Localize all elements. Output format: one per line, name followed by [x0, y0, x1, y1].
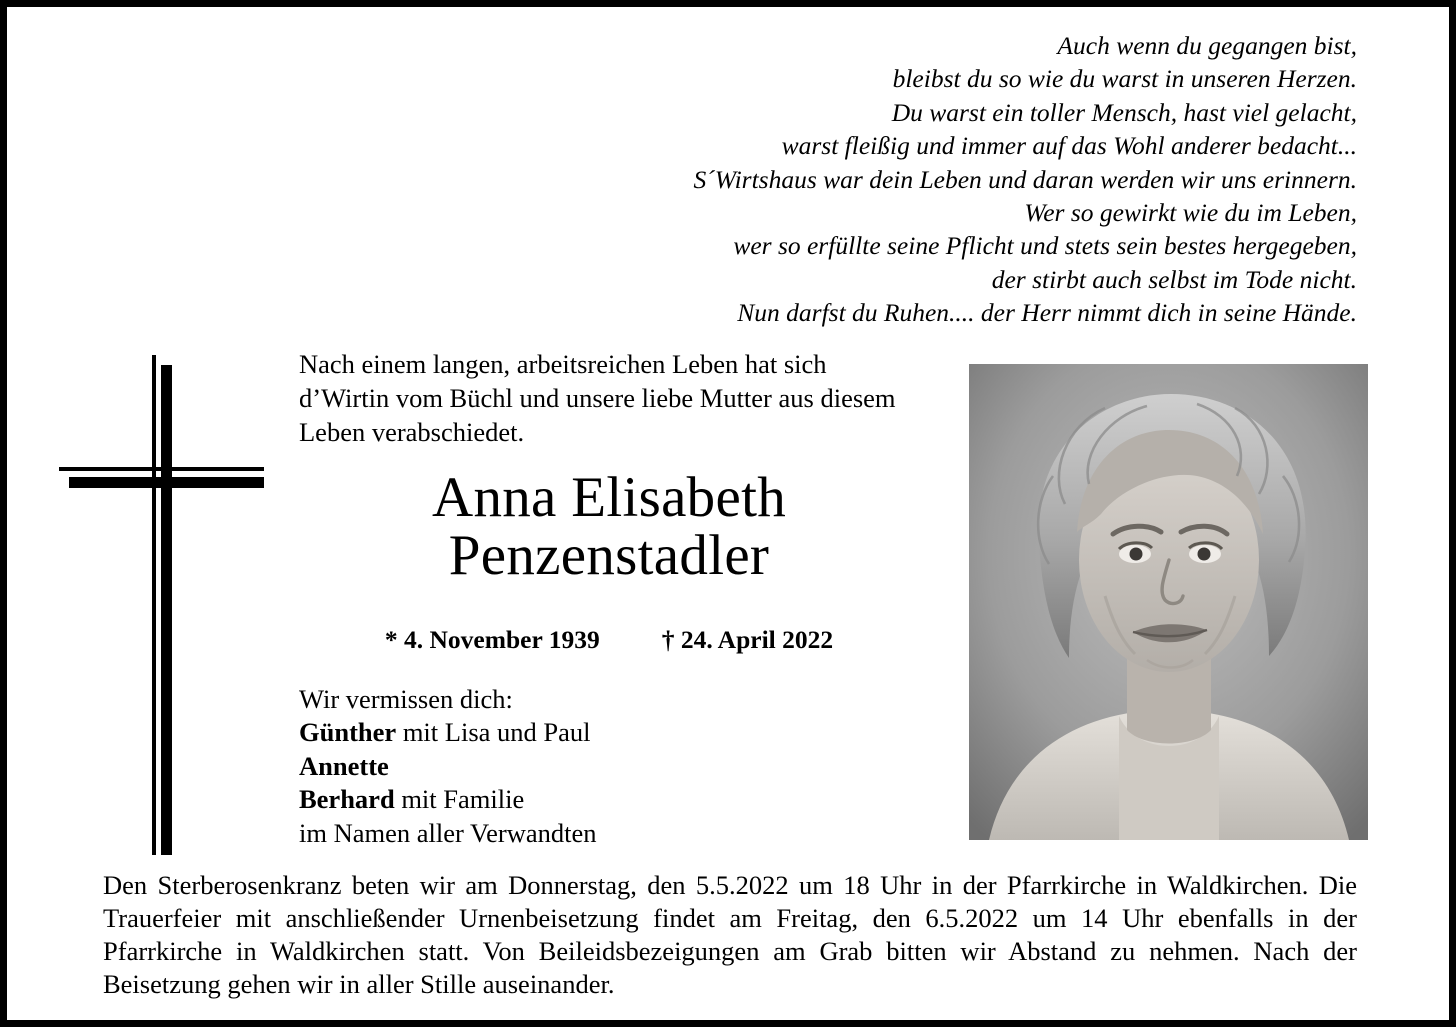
- survivor-name: Berhard: [299, 784, 395, 815]
- survivor-detail: mit Familie: [394, 784, 525, 815]
- portrait-photo: [969, 364, 1368, 840]
- poem-line: bleibst du so wie du warst in unseren Herzen.: [892, 64, 1357, 94]
- poem-line: Auch wenn du gegangen bist,: [1057, 31, 1357, 60]
- survivor-row: [299, 783, 919, 816]
- survivors-heading: Wir vermissen dich:: [299, 684, 513, 714]
- poem-line: S´Wirtshaus war dein Leben und daran werden wir uns erinnern.: [693, 164, 1357, 194]
- survivor-detail: mit Lisa und Paul: [396, 717, 591, 748]
- portrait-illustration: [969, 364, 1368, 840]
- survivor-row: [299, 716, 919, 749]
- survivor-name: Annette: [299, 750, 389, 781]
- survivors-list: [299, 683, 919, 850]
- cross-svg: [59, 355, 274, 855]
- intro-text: Nach einem langen, arbeitsreichen Leben hat sich d’Wirtin vom Büchl und unsere liebe Mutter aus diesem Leben verabschiedet.: [299, 349, 896, 448]
- memorial-poem: [457, 29, 1357, 330]
- christian-cross-icon: [59, 355, 274, 855]
- life-dates: [299, 625, 919, 655]
- survivor-name: Günther: [299, 717, 397, 748]
- survivors-closing: im Namen aller Verwandten: [299, 817, 597, 848]
- poem-line: Wer so gewirkt wie du im Leben,: [1024, 197, 1357, 227]
- deceased-first-names: Anna Elisabeth: [431, 466, 787, 529]
- death-date: † 24. April 2022: [661, 625, 834, 654]
- birth-date: * 4. November 1939: [384, 625, 600, 654]
- deceased-name: [299, 466, 919, 588]
- poem-line: warst fleißig und immer auf das Wohl anderer bedacht...: [781, 131, 1357, 161]
- poem-line: wer so erfüllte seine Pflicht und stets sein bestes hergegeben,: [733, 231, 1357, 261]
- poem-line: Du warst ein toller Mensch, hast viel gelacht,: [891, 97, 1357, 127]
- survivor-row: [299, 750, 919, 783]
- poem-line: der stirbt auch selbst im Tode nicht.: [991, 264, 1357, 294]
- poem-line: Nun darfst du Ruhen.... der Herr nimmt dich in seine Hände.: [737, 298, 1357, 328]
- funeral-details: Den Sterberosenkranz beten wir am Donnerstag, den 5.5.2022 um 18 Uhr in der Pfarrkirche in Waldkirchen. Die Trauerfeier mit anschließender Urnenbeisetzung findet am Freitag, den 6.5.2022 um 14 Uhr ebenfalls in der Pfarrkirche in Waldkirchen statt. Von Beileidsbezeigungen am Grab bitten wir Abstand zu nehmen. Nach der Beisetzung gehen wir in aller Stille auseinander.: [103, 870, 1357, 999]
- deceased-last-name: Penzenstadler: [448, 524, 770, 588]
